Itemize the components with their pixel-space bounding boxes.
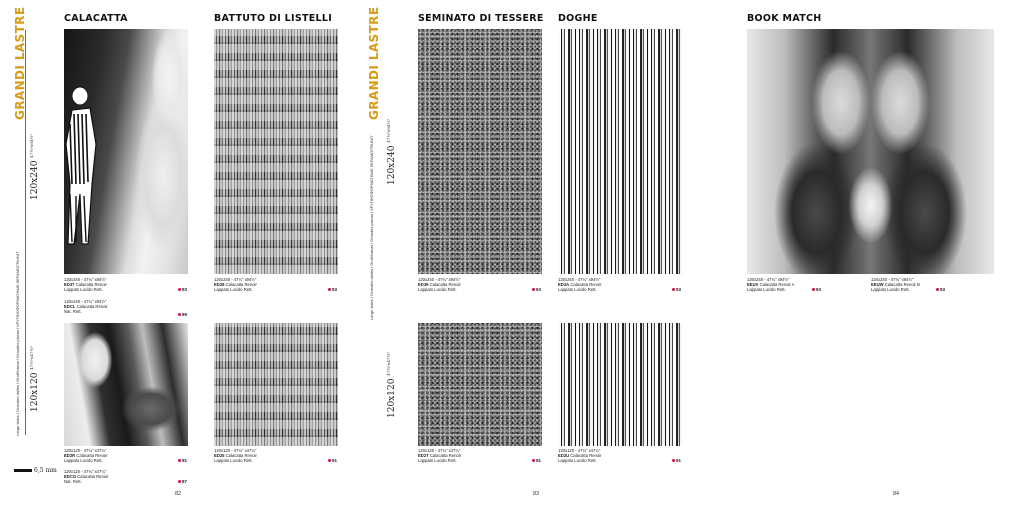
size-label-120x120-2: 120x120 $^{47\frac{1}{4}"x47\frac{1}{4}"}$: [386, 351, 397, 418]
tile-calacatta-120x120: [64, 323, 188, 446]
tile-listelli-120x240: [214, 29, 338, 274]
caption-ED2U: 120x120 - 47¼" x47¼" ED2U Calacatta Renoir Lappato Lucido Rett.: [558, 448, 602, 464]
caption-EDCG: 120x120 - 47¼" x47¼" EDCG Calacatta Renoir Nat. Rett.: [64, 469, 109, 485]
tile-listelli-120x120: [214, 323, 338, 446]
title-listelli: BATTUTO DI LISTELLI: [214, 13, 333, 24]
side-divider: [25, 30, 26, 435]
ref-ED39: 93: [532, 287, 541, 292]
size-label-120x240: 120x240 $^{47\frac{1}{4}"x94\frac{1}{2}"}$: [29, 133, 40, 200]
caption-ED25: 120x120 - 47¼" x47¼" ED25 Calacatta Renoir Lappato Lucido Rett.: [214, 448, 257, 464]
ref-ED3A: 93: [672, 287, 681, 292]
caption-EEUW: 120x240 - 47¼" x94½" EEUW Calacatta Renoir B Lappato Lucido Rett.: [871, 277, 920, 293]
caption-ED3A: 120x240 - 47¼" x94½" ED3A Calacatta Renoir Lappato Lucido Rett.: [558, 277, 602, 293]
caption-ED37: 120x240 - 47¼" x94½" ED37 Calacatta Renoir Lappato Lucido Rett.: [64, 277, 107, 293]
tile-calacatta-120x240: [64, 29, 188, 274]
caption-ED39: 120x240 - 47¼" x94½" ED39 Calacatta Renoir Lappato Lucido Rett.: [418, 277, 461, 293]
tile-tessere-120x120: [418, 323, 542, 446]
tile-bookmatch: [747, 29, 994, 274]
title-bookmatch: BOOK MATCH: [747, 13, 822, 24]
person-silhouette-icon: [64, 84, 114, 274]
caption-ED2R: 120x120 - 47¼" x47¼" ED2R Calacatta Renoir Lappato Lucido Rett.: [64, 448, 108, 464]
title-tessere: SEMINATO DI TESSERE: [418, 13, 544, 24]
ref-ED25: 91: [328, 458, 337, 463]
ref-EEUV: 93: [812, 287, 821, 292]
page-number-84: 84: [893, 491, 900, 497]
thickness-indicator: 6,5 mm: [14, 467, 57, 474]
page-number-82: 82: [175, 491, 182, 497]
title-calacatta: CALACATTA: [64, 13, 128, 24]
title-doghe: DOGHE: [558, 13, 598, 24]
ref-ED2U: 91: [672, 458, 681, 463]
ref-ED37: 93: [178, 287, 187, 292]
ref-EDCL: 89: [178, 312, 187, 317]
languages-label: Large slabs / Grandes dalles / Großformat / Grandes placas / КРУПНОФОРМАТНЫЕ КЕРАМОГРАНИТ: [15, 251, 20, 436]
caption-ED2T: 120x120 - 47¼" x47¼" ED2T Calacatta Renoir Lappato Lucido Rett.: [418, 448, 462, 464]
ref-ED2T: 91: [532, 458, 541, 463]
caption-EDCL: 120x240 - 47¼" x94½" EDCL Calacatta Renoir Nat. Rett.: [64, 299, 108, 315]
caption-EEUV: 120x240 - 47¼" x94½" EEUV Calacatta Renoir A Lappato Lucido Rett.: [747, 277, 795, 293]
tile-doghe-120x120: [558, 323, 682, 446]
caption-ED28: 120x240 - 47¼" x94½" ED28 Calacatta Renoir Lappato Lucido Rett.: [214, 277, 257, 293]
tile-doghe-120x240: [558, 29, 682, 274]
grandi-lastre-label-2: GRANDI LASTRE: [367, 6, 381, 120]
thickness-icon: [14, 469, 32, 472]
tile-tessere-120x240: [418, 29, 542, 274]
size-label-120x120: 120x120 $^{47\frac{1}{4}"x47\frac{1}{4}"}$: [29, 345, 40, 412]
ref-ED28: 93: [328, 287, 337, 292]
ref-EEUW: 93: [936, 287, 945, 292]
ref-ED2R: 91: [178, 458, 187, 463]
size-label-120x240-2: 120x240 $^{47\frac{1}{4}"x94\frac{1}{2}"}$: [386, 118, 397, 185]
grandi-lastre-label: GRANDI LASTRE: [13, 6, 27, 120]
languages-label-2: Large slabs / Grandes dalles / Großformat / Grandes placas / КРУПНОФОРМАТНЫЕ КЕРАМОГРАНИТ: [369, 135, 374, 320]
page-number-83: 83: [533, 491, 540, 497]
ref-EDCG: 87: [178, 479, 187, 484]
